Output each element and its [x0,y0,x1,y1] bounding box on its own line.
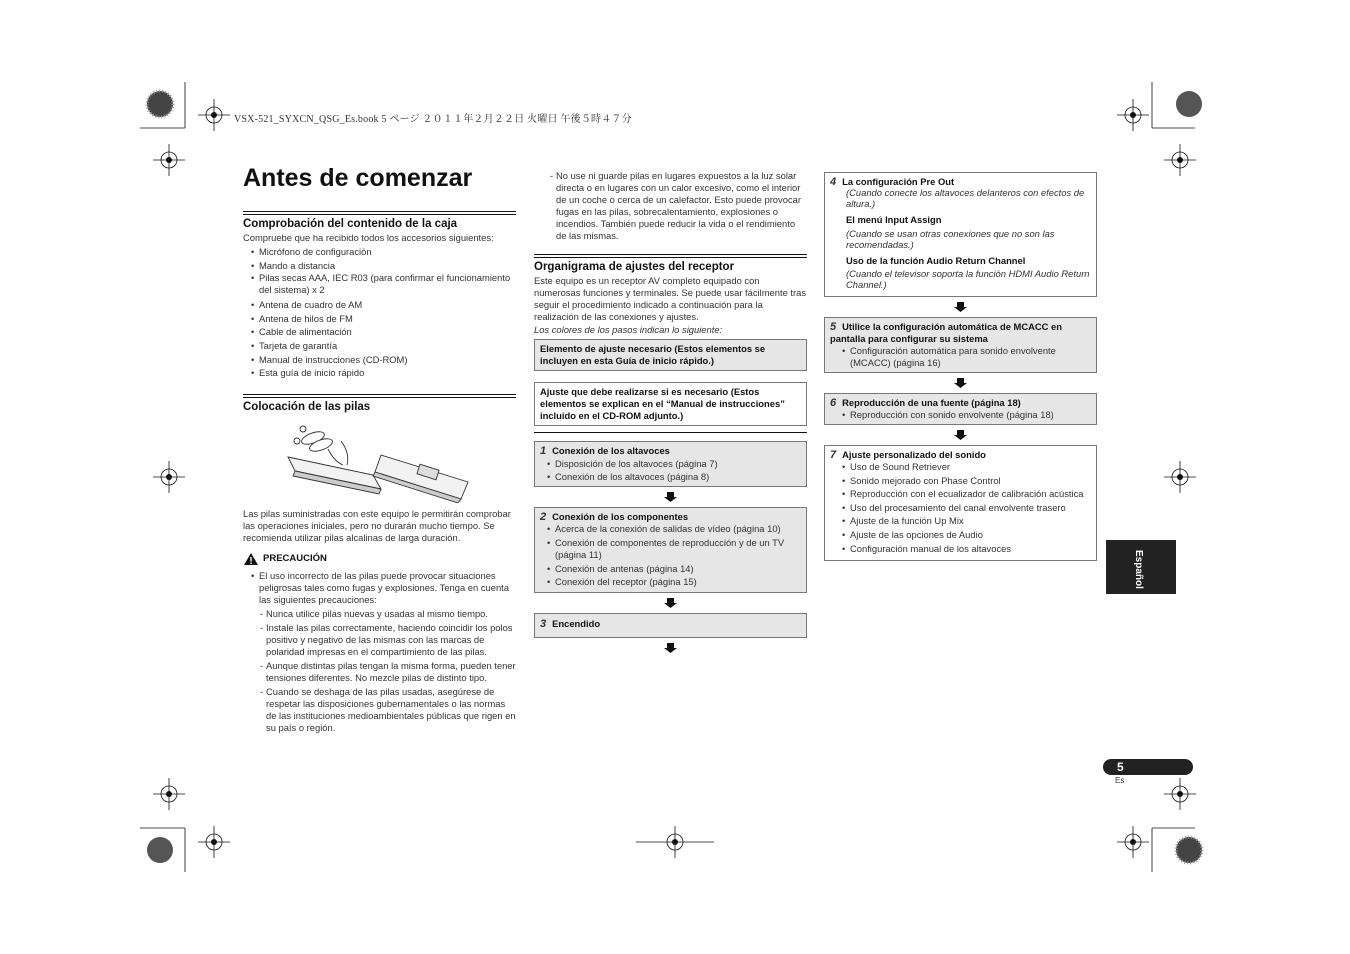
list-item: • Uso del procesamiento del canal envolvente trasero [850,502,1091,515]
step-number: 1 [540,445,547,457]
battery-installation-illustration [243,419,516,503]
flow-step-6 [824,393,1097,425]
caution-list [243,570,516,734]
step-subtitle: El menú Input Assign [846,214,942,225]
colors-note: Los colores de los pasos indican lo siguiente: [534,324,723,335]
list-item: • Conexión de antenas (página 14) [555,563,801,576]
step-title: Utilice la configuración automática de MCACC en pantalla para configurar su sistema [830,321,1062,344]
flow-divider [534,432,807,433]
language-side-tab [1106,540,1176,594]
step-items [540,457,801,483]
down-arrow-icon [824,375,1097,391]
list-item: • Uso de Sound Retriever [850,461,1091,474]
list-item: • Reproducción con sonido envolvente (página 18) [850,409,1091,421]
step-number: 6 [830,397,837,409]
flow-step-2 [534,507,807,593]
list-item: • Ajuste de la función Up Mix [850,515,1091,528]
list-item: - Cuando se deshaga de las pilas usadas, asegúrese de respetar las disposiciones gubernamentales o las normas de las instituciones medioambientales públicas que rigen en su país o región. [266,686,516,734]
list-item: • Disposición de los altavoces (página 7) [555,457,801,470]
language-tab-label: Español [1133,550,1144,589]
page-number: 5 [1117,760,1124,774]
step-title: La configuración Pre Out [842,176,955,187]
page-title: Antes de comenzar [243,164,473,192]
list-item: - Aunque distintas pilas tengan la misma forma, pueden tener tensiones diferentes. No mezcle pilas de distinto tipo. [266,660,516,684]
list-item: • Micrófono de configuración [259,245,516,259]
step-title: Encendido [552,617,601,629]
page-language-code: Es [1115,776,1125,785]
list-item: • Conexión de los altavoces (página 8) [555,470,801,483]
step-items [830,345,1091,369]
step-items [830,461,1091,555]
step-items [540,523,801,589]
list-item: • Conexión del receptor (página 15) [555,576,801,589]
list-item: • Acerca de la conexión de salidas de vídeo (página 10) [555,523,801,536]
list-item: - No use ni guarde pilas en lugares expuestos a la luz solar directa o en lugares con un calor excesivo, como el interior de un coche o cerca de un calefactor. Esto puede provocar fugas en las pilas, sobrecalentamiento, explosiones o incendios. También puede reducir la vida o el rendimiento de las mismas. [556,170,807,242]
step-number: 4 [830,176,837,188]
caution-sublist [259,608,516,734]
step-note: (Cuando el televisor soporta la función HDMI Audio Return Channel.) [846,268,1090,290]
flow-section-title: Organigrama de ajustes del receptor [534,254,807,275]
list-item: • Cable de alimentación [259,325,516,339]
list-item: • Tarjeta de garantía [259,339,516,353]
caution-heading [243,552,516,566]
step-number: 5 [830,321,837,333]
list-item: • Pilas secas AAA, IEC R03 (para confirmar el funcionamiento del sistema) x 2 [259,272,516,298]
flow-step-3 [534,613,807,638]
step-subtitle: Uso de la función Audio Return Channel [846,255,1026,266]
flow-step-5 [824,317,1097,373]
down-arrow-icon [534,640,807,656]
list-item: • Esta guía de inicio rápido [259,366,516,380]
flow-step-4 [824,172,1097,297]
caution-label: PRECAUCIÓN [263,552,327,564]
book-file-header: VSX-521_SYXCN_QSG_Es.book 5 ページ ２０１１年２月２２日 火曜日 午後５時４７分 [234,114,632,125]
list-item: - Nunca utilice pilas nuevas y usadas al mismo tiempo. [266,608,516,620]
down-arrow-icon [824,299,1097,315]
caution-continued-list [534,170,807,242]
list-item: • Manual de instrucciones (CD-ROM) [259,353,516,367]
list-item: • Reproducción con el ecualizador de calibración acústica [850,488,1091,501]
step-note: (Cuando conecte los altavoces delanteros con efectos de altura.) [846,187,1085,209]
down-arrow-icon [534,595,807,611]
step-title: Conexión de los componentes [552,511,689,522]
page-number-pill [1103,759,1193,775]
flow-intro: Este equipo es un receptor AV completo equipado con numerosas funciones y terminales. Se puede usar fácilmente tras seguir el procedimiento indicado a continuación para la realización de las conexiones y ajustes. [534,275,807,322]
legend-optional-box: Ajuste que debe realizarse si es necesario (Estos elementos se explican en el “Manual de instrucciones” incluido en el CD-ROM adjunto.) [534,382,807,426]
down-arrow-icon [534,489,807,505]
list-item: • Antena de cuadro de AM [259,298,516,312]
step-title: Ajuste personalizado del sonido [842,449,986,460]
step-title: Reproducción de una fuente (página 18) [842,397,1021,408]
list-item: • Mando a distancia [259,259,516,273]
list-item: • Configuración automática para sonido envolvente (MCACC) (página 16) [850,345,1091,369]
step-number: 3 [540,617,547,630]
contents-intro: Compruebe que ha recibido todos los accesorios siguientes: [243,232,494,243]
step-number: 2 [540,511,547,523]
step-title: Conexión de los altavoces [552,445,670,456]
list-item: • Conexión de componentes de reproducción y de un TV (página 11) [555,537,801,562]
list-item: • Antena de hilos de FM [259,312,516,326]
list-item: • Sonido mejorado con Phase Control [850,475,1091,488]
flow-step-1 [534,441,807,487]
list-item: • Ajuste de las opciones de Audio [850,529,1091,542]
legend-required-box: Elemento de ajuste necesario (Estos elementos se incluyen en esta Guía de inicio rápido.) [534,339,807,371]
batteries-section-title: Colocación de las pilas [243,394,516,415]
caution-main-text: El uso incorrecto de las pilas puede provocar situaciones peligrosas tales como fugas y explosiones. Tenga en cuenta las siguientes precauciones: [259,569,509,605]
middle-column [534,170,807,658]
step-items [830,409,1091,421]
contents-list [243,245,516,380]
list-item [259,570,516,734]
down-arrow-icon [824,427,1097,443]
step-4-details [830,188,1091,290]
list-item: • Configuración manual de los altavoces [850,543,1091,556]
batteries-text: Las pilas suministradas con este equipo le permitirán comprobar las operaciones iniciales, pero no durarán mucho tiempo. Se recomienda utilizar pilas alcalinas de larga duración. [243,507,511,543]
step-note: (Cuando se usan otras conexiones que no son las recomendadas.) [846,228,1055,250]
flow-step-7 [824,445,1097,561]
warning-triangle-icon [243,552,259,566]
contents-section-title: Comprobación del contenido de la caja [243,211,516,232]
list-item: - Instale las pilas correctamente, haciendo coincidir los polos positivo y negativo de las mismas con las marcas de polaridad impresas en el compartimiento de las pilas. [266,622,516,658]
step-number: 7 [830,449,837,461]
left-column [243,211,516,734]
right-column [824,172,1097,561]
